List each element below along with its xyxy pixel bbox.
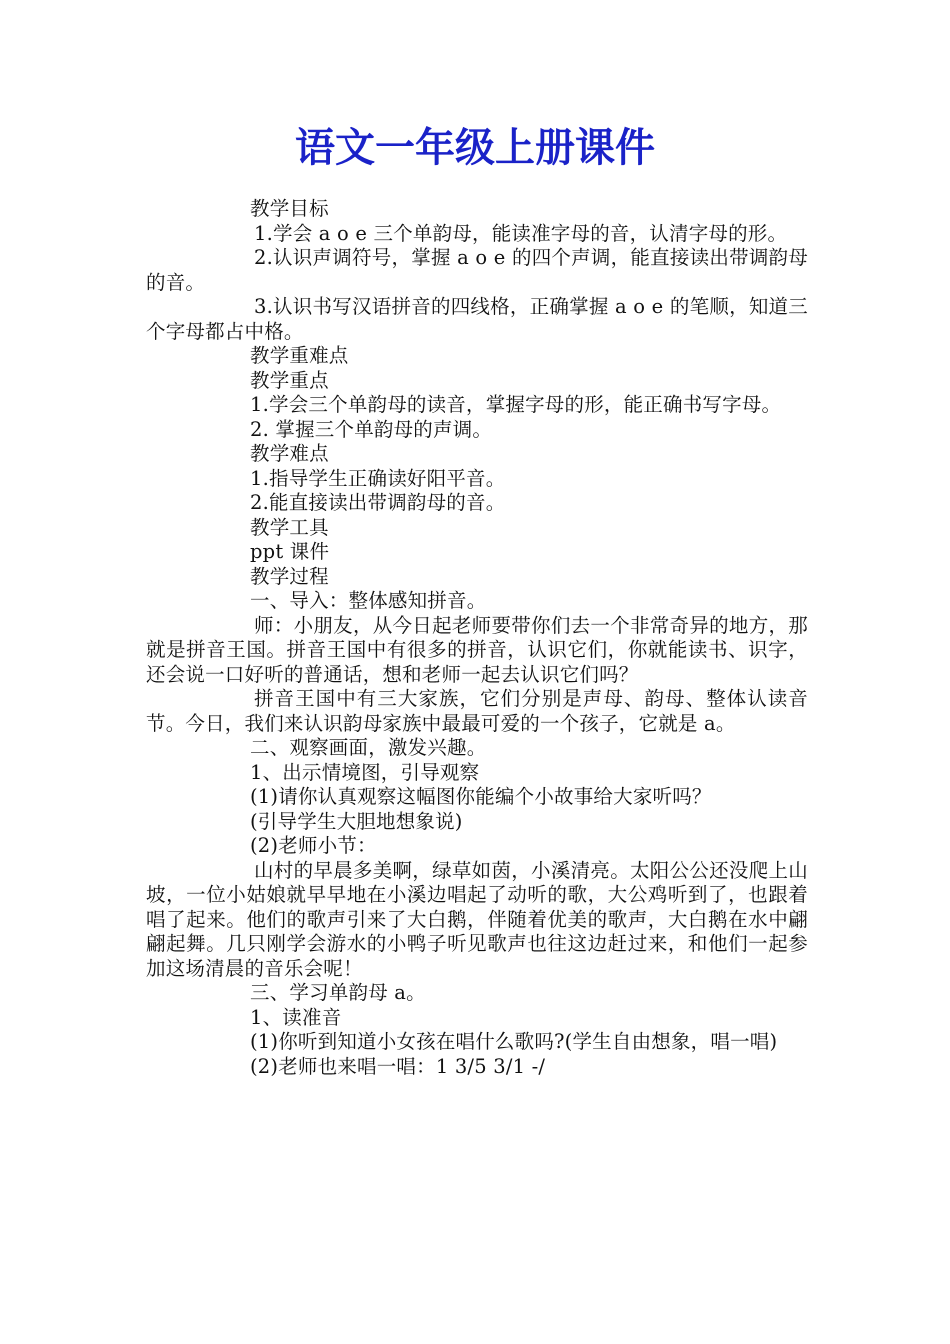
paragraph: ppt 课件 (250, 540, 330, 563)
paragraph: (引导学生大胆地想象说) (250, 809, 463, 833)
document-body (146, 197, 808, 1079)
paragraph: 1、出示情境图，引导观察 (250, 760, 480, 784)
paragraph: 1、读准音 (250, 1005, 342, 1029)
paragraph: 教学重难点 (250, 344, 349, 367)
document-title: 语文一年级上册课件 (295, 125, 655, 171)
paragraph: 1.学会 a o e 三个单韵母，能读准字母的音，认清字母的形。 (254, 221, 788, 245)
paragraph: 一、导入：整体感知拼音。 (250, 589, 487, 612)
paragraph: 三、学习单韵母 a。 (250, 981, 426, 1004)
paragraph: 2.能直接读出带调韵母的音。 (250, 491, 506, 514)
paragraph: 教学目标 (250, 197, 329, 220)
paragraph: 教学重点 (250, 368, 329, 392)
paragraph: (1)你听到知道小女孩在唱什么歌吗?(学生自由想象，唱一唱) (250, 1030, 778, 1053)
paragraph: 2. 掌握三个单韵母的声调。 (250, 417, 493, 441)
paragraph: 1.学会三个单韵母的读音，掌握字母的形，能正确书写字母。 (250, 393, 782, 416)
paragraph: (1)请你认真观察这幅图你能编个小故事给大家听吗？ (250, 785, 712, 808)
paragraph: 师：小朋友，从今日起老师要带你们去一个非常奇异的地方，那就是拼音王国。拼音王国中有很多的拼音，认识它们，你就能读书、识字，还会说一口好听的普通话，想和老师一起去认识它们吗？ (146, 613, 808, 686)
paragraph: 2.认识声调符号，掌握 a o e 的四个声调，能直接读出带调韵母的音。 (146, 246, 808, 294)
paragraph: (2)老师小节： (250, 834, 377, 857)
paragraph: 山村的早晨多美啊，绿草如茵，小溪清亮。太阳公公还没爬上山坡，一位小姑娘就早早地在小溪边唱起了动听的歌，大公鸡听到了，也跟着唱了起来。他们的歌声引来了大白鹅，伴随着优美的歌声，大白鹅在水中翩翩起舞。几只刚学会游水的小鸭子听见歌声也往这边赶过来，和他们一起参加这场清晨的音乐会呢！ (146, 858, 808, 980)
paragraph: 拼音王国中有三大家族，它们分别是声母、韵母、整体认读音节。今日，我们来认识韵母家族中最最可爱的一个孩子，它就是 a。 (146, 687, 808, 735)
paragraph: (2)老师也来唱一唱：1 3/5 3/1 -/ (250, 1054, 546, 1078)
paragraph: 3.认识书写汉语拼音的四线格，正确掌握 a o e 的笔顺，知道三个字母都占中格。 (146, 295, 808, 343)
paragraph: 1.指导学生正确读好阳平音。 (250, 466, 506, 490)
paragraph: 教学工具 (250, 515, 329, 539)
paragraph: 教学难点 (250, 442, 329, 465)
paragraph: 二、观察画面，激发兴趣。 (250, 736, 487, 759)
paragraph: 教学过程 (250, 564, 329, 588)
